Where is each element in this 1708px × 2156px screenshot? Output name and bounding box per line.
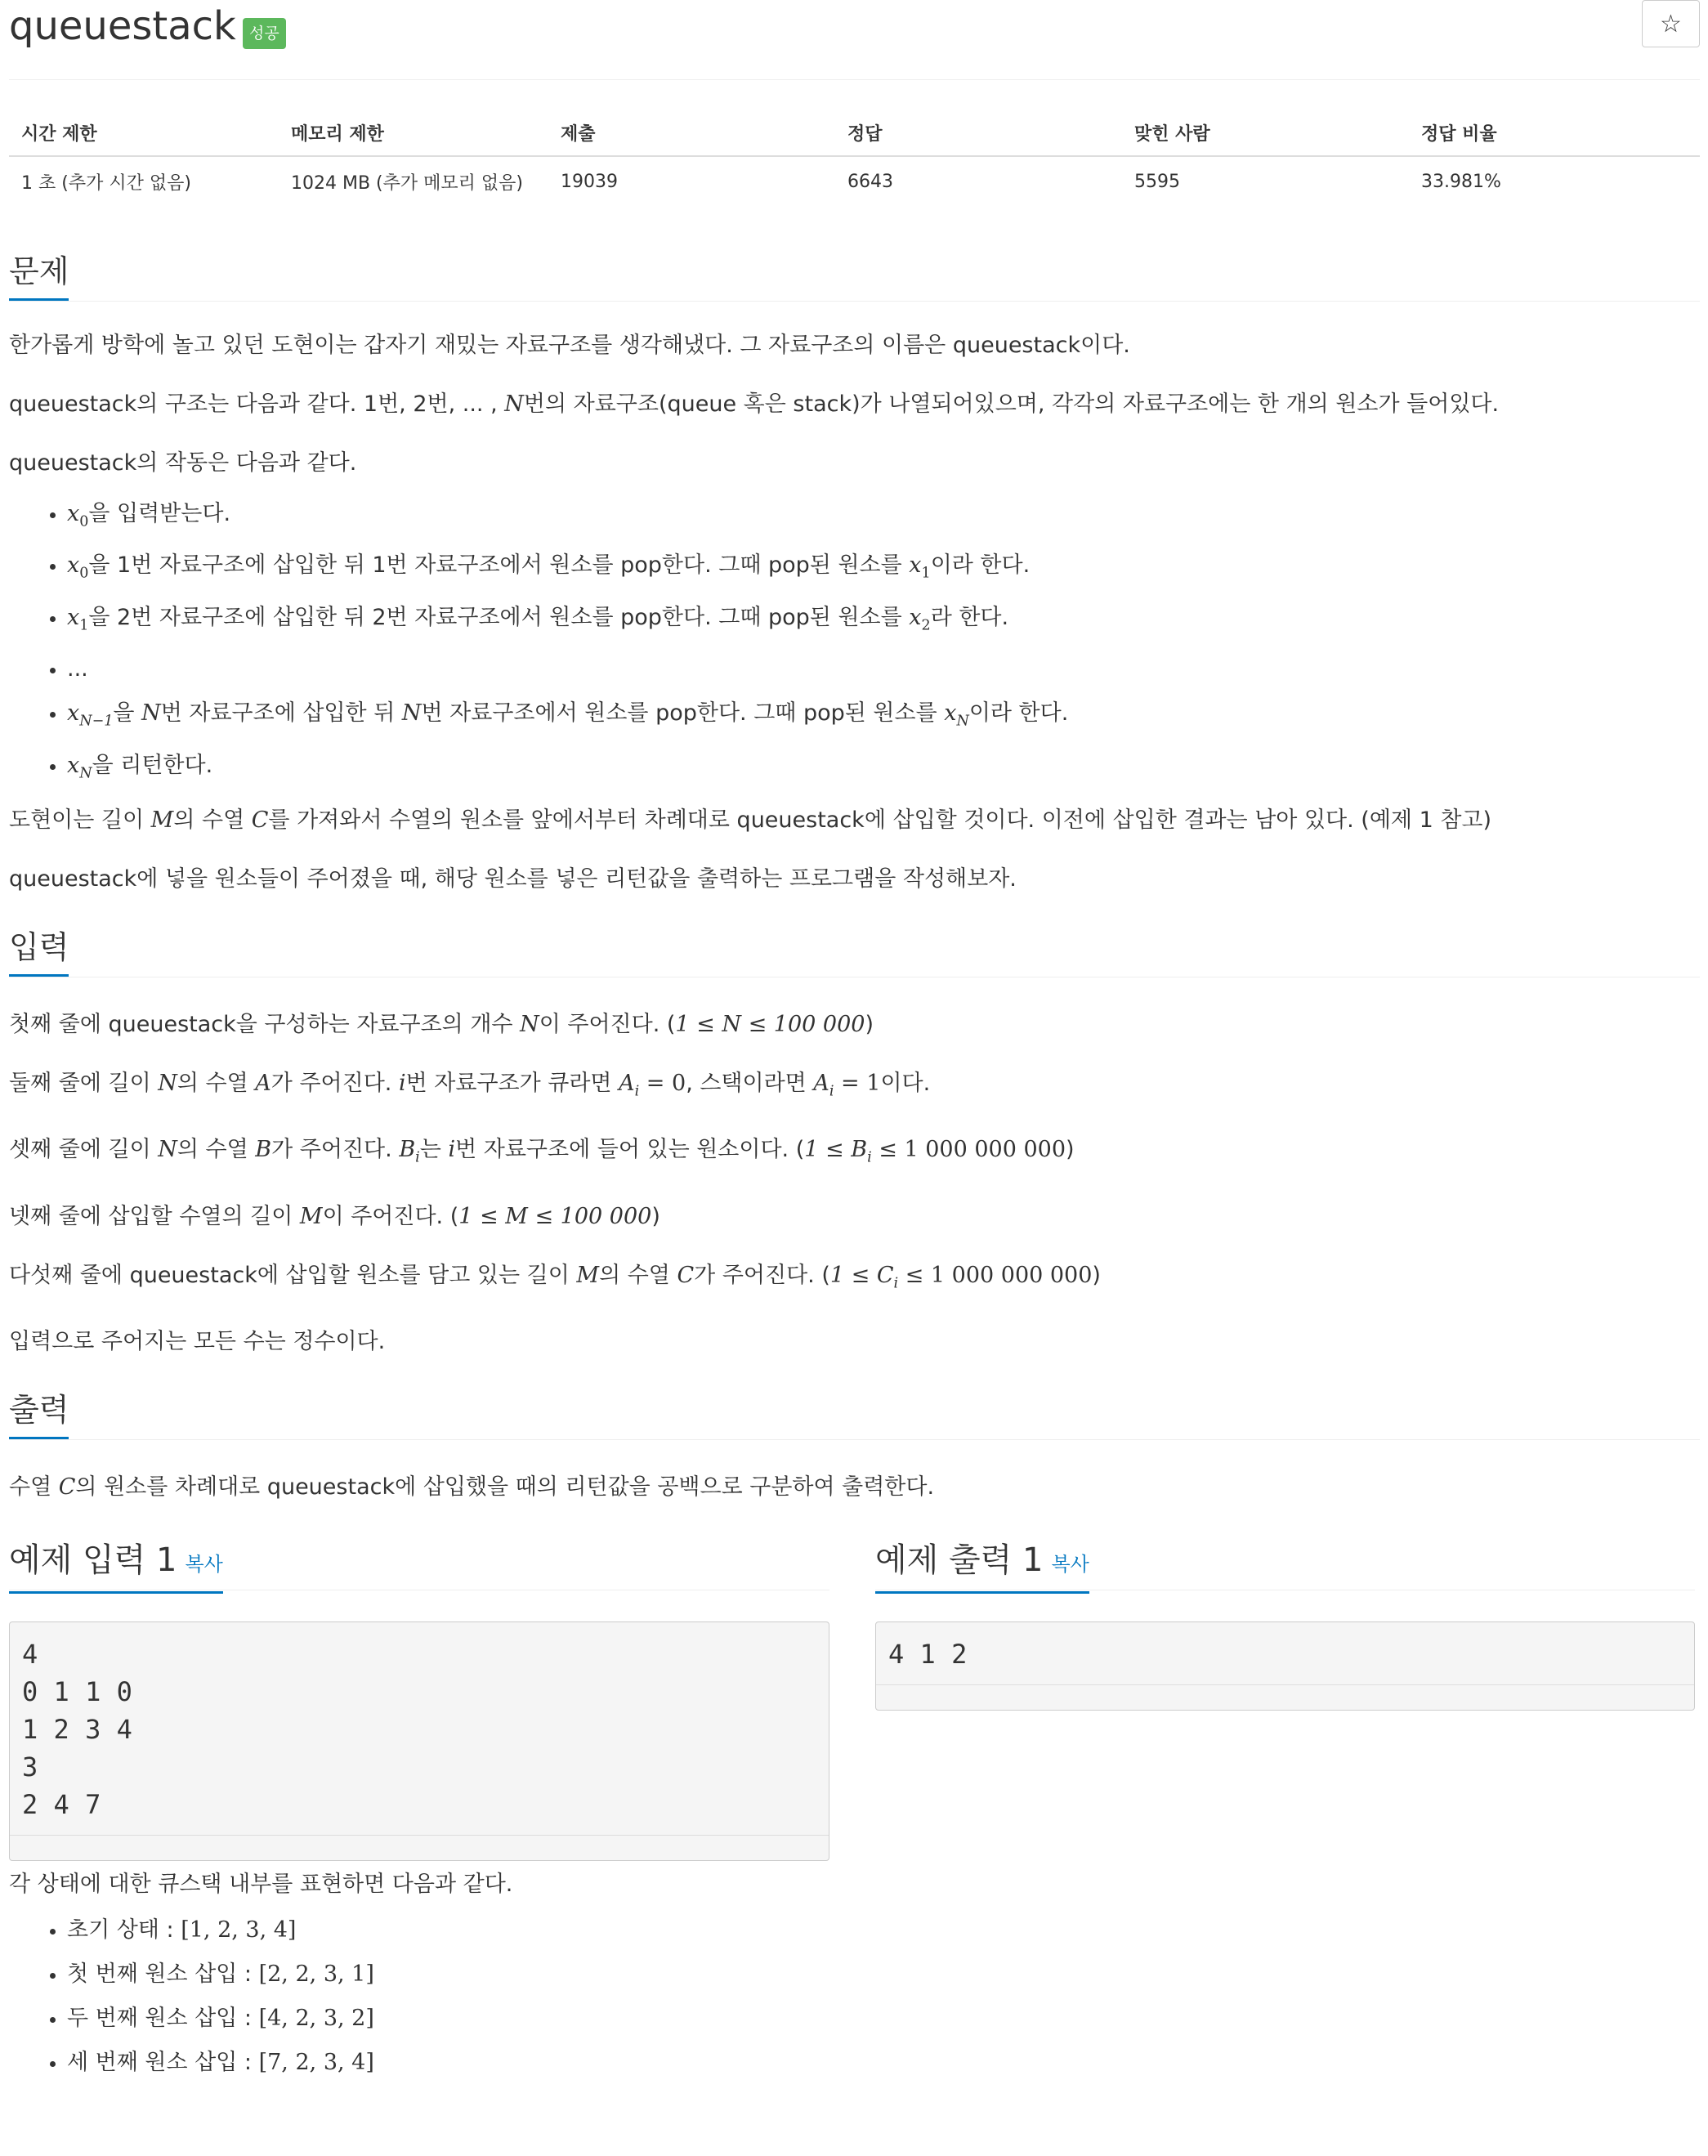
output-line <box>9 1473 1700 1502</box>
math-m: M <box>150 807 174 833</box>
list-item <box>67 1916 1700 1945</box>
math-x: x <box>67 604 80 630</box>
text: 이 주어진다. ( <box>322 1203 459 1229</box>
text: 을 리턴한다. <box>92 752 213 778</box>
accepted-ratio-header: 정답 비율 <box>1409 111 1700 156</box>
math-range: ≤ 1 000 000 000 <box>871 1137 1066 1163</box>
state-value: [7, 2, 3, 4] <box>258 2050 374 2076</box>
problem-info-table <box>9 111 1700 207</box>
math-a: A <box>813 1070 829 1096</box>
math-b: B <box>399 1137 416 1163</box>
math-a: A <box>255 1070 271 1096</box>
math-n: N <box>401 700 422 727</box>
accepted-value: 6643 <box>847 172 893 192</box>
text: 이라 한다. <box>968 700 1069 727</box>
math-m: M <box>576 1262 600 1288</box>
math-n: N <box>141 700 161 727</box>
math-sub: 1 <box>79 617 89 634</box>
math-x: x <box>67 552 80 579</box>
list-item <box>67 1960 1700 1989</box>
input-line <box>9 1135 1700 1172</box>
time-limit-header: 시간 제한 <box>9 111 279 156</box>
math-sub: i <box>415 1149 420 1166</box>
state-value: [1, 2, 3, 4] <box>181 1917 297 1944</box>
list-item <box>67 551 1700 588</box>
math-sub: N <box>79 764 92 781</box>
list-item <box>67 751 1700 788</box>
sample-input-data: 4 0 1 1 0 1 2 3 4 3 2 4 7 <box>9 1621 829 1861</box>
math-b: B <box>255 1137 272 1163</box>
math-range: ≤ 1 000 000 000 <box>898 1262 1093 1288</box>
math-sub: N <box>956 713 969 730</box>
math-sub: 0 <box>79 513 89 530</box>
problem-paragraph <box>9 390 1700 419</box>
math-x: x <box>909 552 922 579</box>
math-sub: 2 <box>921 617 931 634</box>
text: ) <box>651 1203 660 1229</box>
input-line <box>9 1261 1700 1298</box>
input-heading: 입력 <box>9 924 69 977</box>
math-eq: = 0 <box>639 1070 686 1096</box>
problem-paragraph: queuestack에 넣을 원소들이 주어졌을 때, 해당 원소를 넣은 리턴값을 출력하는 프로그램을 작성해보자. <box>9 866 1017 892</box>
memory-limit-value: 1024 MB (추가 메모리 없음) <box>291 173 523 194</box>
list-item <box>67 2048 1700 2078</box>
text: 번 자료구조가 큐라면 <box>405 1070 619 1096</box>
info-value-row <box>9 156 1700 207</box>
copy-output-button[interactable]: 복사 <box>1051 1553 1089 1577</box>
memory-limit-header: 메모리 제한 <box>279 111 548 156</box>
output-heading: 출력 <box>9 1386 69 1439</box>
text: 을 <box>113 700 142 727</box>
text: 의 수열 <box>177 1137 256 1163</box>
math-n: N <box>504 391 524 417</box>
sample-input-heading-bar <box>9 1536 829 1590</box>
math-n: N <box>158 1137 177 1163</box>
math-sub: 1 <box>921 565 931 582</box>
math-x: x <box>67 752 80 778</box>
solved-users-value: 5595 <box>1134 172 1180 192</box>
state-value: [4, 2, 3, 2] <box>258 2006 374 2032</box>
input-line: 입력으로 주어지는 모든 수는 정수이다. <box>9 1329 386 1355</box>
math-sub: i <box>893 1275 899 1292</box>
math-sub: 0 <box>79 565 89 582</box>
math-sub: N−1 <box>79 713 114 730</box>
text: 는 <box>419 1137 449 1163</box>
text: 번 자료구조에 삽입한 뒤 <box>160 700 402 727</box>
math-m: M <box>299 1203 323 1229</box>
math-a: A <box>619 1070 635 1096</box>
list-item <box>67 603 1700 640</box>
math-c: C <box>677 1262 695 1288</box>
sample-output-panel <box>875 1536 1695 1711</box>
text: 가 주어진다. <box>271 1137 400 1163</box>
text: 을 1번 자료구조에 삽입한 뒤 1번 자료구조에서 원소를 pop한다. 그때 pop된 원소를 <box>88 552 910 579</box>
list-item <box>67 2004 1700 2033</box>
explanation-intro: 각 상태에 대한 큐스택 내부를 표현하면 다음과 같다. <box>9 1872 513 1898</box>
state-label: 세 번째 원소 삽입 : <box>67 2050 259 2076</box>
math-x: x <box>944 700 957 727</box>
status-badge: 성공 <box>243 18 286 49</box>
text: , 스택이라면 <box>686 1070 814 1096</box>
sample-input-heading <box>9 1536 223 1594</box>
star-icon: ☆ <box>1660 9 1682 38</box>
text: 의 수열 <box>599 1262 677 1288</box>
solved-users-header: 맞힌 사람 <box>1122 111 1409 156</box>
sample-output-heading <box>875 1536 1089 1594</box>
sample-output-title: 예제 출력 1 <box>875 1541 1044 1580</box>
input-heading-bar <box>9 924 1700 977</box>
sample-input-title: 예제 입력 1 <box>9 1541 177 1580</box>
text: 의 수열 <box>177 1070 256 1096</box>
math-range: 1 ≤ M ≤ 100 000 <box>458 1203 652 1229</box>
math-x: x <box>67 501 80 526</box>
submissions-value: 19039 <box>561 172 618 192</box>
text: 가 주어진다. <box>271 1070 399 1096</box>
list-item <box>67 499 1700 536</box>
text: 이다. <box>880 1070 931 1096</box>
text: 를 가져와서 수열의 원소를 앞에서부터 차례대로 queuestack에 삽입할 것이다. 이전에 삽입한 결과는 남아 있다. (예제 1 참고) <box>268 807 1492 833</box>
favorite-button[interactable] <box>1642 0 1700 47</box>
problem-heading: 문제 <box>9 248 69 301</box>
problem-heading-bar <box>9 248 1700 302</box>
text: ) <box>1066 1137 1075 1163</box>
submissions-header: 제출 <box>548 111 835 156</box>
copy-input-button[interactable]: 복사 <box>185 1553 223 1577</box>
math-sub: i <box>867 1149 872 1166</box>
text: queuestack의 구조는 다음과 같다. 1번, 2번, ... , <box>9 391 505 417</box>
text: ) <box>865 1011 874 1037</box>
math-n: N <box>158 1070 177 1096</box>
text: 번 자료구조에 들어 있는 원소이다. ( <box>455 1137 805 1163</box>
text: 의 수열 <box>173 807 252 833</box>
math-eq: = 1 <box>834 1070 881 1096</box>
math-n: N <box>520 1011 539 1037</box>
math-c: C <box>251 807 269 833</box>
sample-output-heading-bar <box>875 1536 1695 1590</box>
problem-paragraph <box>9 806 1700 835</box>
problem-title: queuestack <box>9 3 236 49</box>
text: 라 한다. <box>930 604 1009 630</box>
sample-input-panel <box>9 1536 829 1861</box>
accepted-ratio-value: 33.981% <box>1421 172 1501 192</box>
text: 의 원소를 차례대로 queuestack에 삽입했을 때의 리턴값을 공백으로 구분하여 출력한다. <box>75 1474 935 1501</box>
text: 둘째 줄에 길이 <box>9 1070 159 1096</box>
text: 넷째 줄에 삽입할 수열의 길이 <box>9 1203 300 1229</box>
math-range: 1 ≤ C <box>829 1262 894 1288</box>
text: ) <box>1092 1262 1101 1288</box>
math-sub: i <box>634 1083 640 1100</box>
state-label: 두 번째 원소 삽입 : <box>67 2006 259 2032</box>
accepted-header: 정답 <box>835 111 1122 156</box>
math-c: C <box>58 1474 76 1501</box>
text: 가 주어진다. ( <box>694 1262 830 1288</box>
state-label: 초기 상태 : <box>67 1917 181 1944</box>
samples-row <box>9 1536 1700 1863</box>
sample-output-data: 4 1 2 <box>875 1621 1695 1711</box>
text: 이 주어진다. ( <box>539 1011 676 1037</box>
output-heading-bar <box>9 1386 1700 1440</box>
text: 도현이는 길이 <box>9 807 151 833</box>
time-limit-value: 1 초 (추가 시간 없음) <box>21 173 191 194</box>
math-range: 1 ≤ B <box>804 1137 868 1163</box>
text: 을 입력받는다. <box>88 501 231 526</box>
state-list <box>9 1916 1700 2078</box>
math-x: x <box>67 700 80 727</box>
math-range: 1 ≤ N ≤ 100 000 <box>675 1011 865 1037</box>
text: 을 2번 자료구조에 삽입한 뒤 2번 자료구조에서 원소를 pop한다. 그때 pop된 원소를 <box>88 604 910 630</box>
text: 다섯째 줄에 queuestack에 삽입할 원소를 담고 있는 길이 <box>9 1262 577 1288</box>
input-line <box>9 1202 1700 1232</box>
list-item <box>67 699 1700 736</box>
state-label: 첫 번째 원소 삽입 : <box>67 1961 259 1988</box>
problem-section <box>9 248 1700 894</box>
text: 번의 자료구조(queue 혹은 stack)가 나열되어있으며, 각각의 자료구조에는 한 개의 원소가 들어있다. <box>523 391 1500 417</box>
text: 번 자료구조에서 원소를 pop한다. 그때 pop된 원소를 <box>421 700 945 727</box>
list-item: • ... <box>67 655 1700 684</box>
problem-header <box>9 0 1700 80</box>
text: 셋째 줄에 길이 <box>9 1137 159 1163</box>
math-x: x <box>909 604 922 630</box>
text: 첫째 줄에 queuestack을 구성하는 자료구조의 개수 <box>9 1011 521 1037</box>
sample-explanation <box>9 1870 1700 2078</box>
state-value: [2, 2, 3, 1] <box>258 1961 374 1988</box>
problem-paragraph: queuestack의 작동은 다음과 같다. <box>9 450 357 476</box>
input-line <box>9 1010 1700 1040</box>
operation-list <box>9 499 1700 788</box>
math-i: i <box>398 1070 406 1096</box>
math-i: i <box>448 1137 456 1163</box>
input-line <box>9 1069 1700 1106</box>
text: 이라 한다. <box>930 552 1031 579</box>
input-section <box>9 924 1700 1357</box>
text: 수열 <box>9 1474 59 1501</box>
math-sub: i <box>829 1083 834 1100</box>
problem-paragraph: 한가롭게 방학에 놀고 있던 도현이는 갑자기 재밌는 자료구조를 생각해냈다. 그 자료구조의 이름은 queuestack이다. <box>9 333 1130 358</box>
info-header-row <box>9 111 1700 156</box>
output-section <box>9 1386 1700 1502</box>
